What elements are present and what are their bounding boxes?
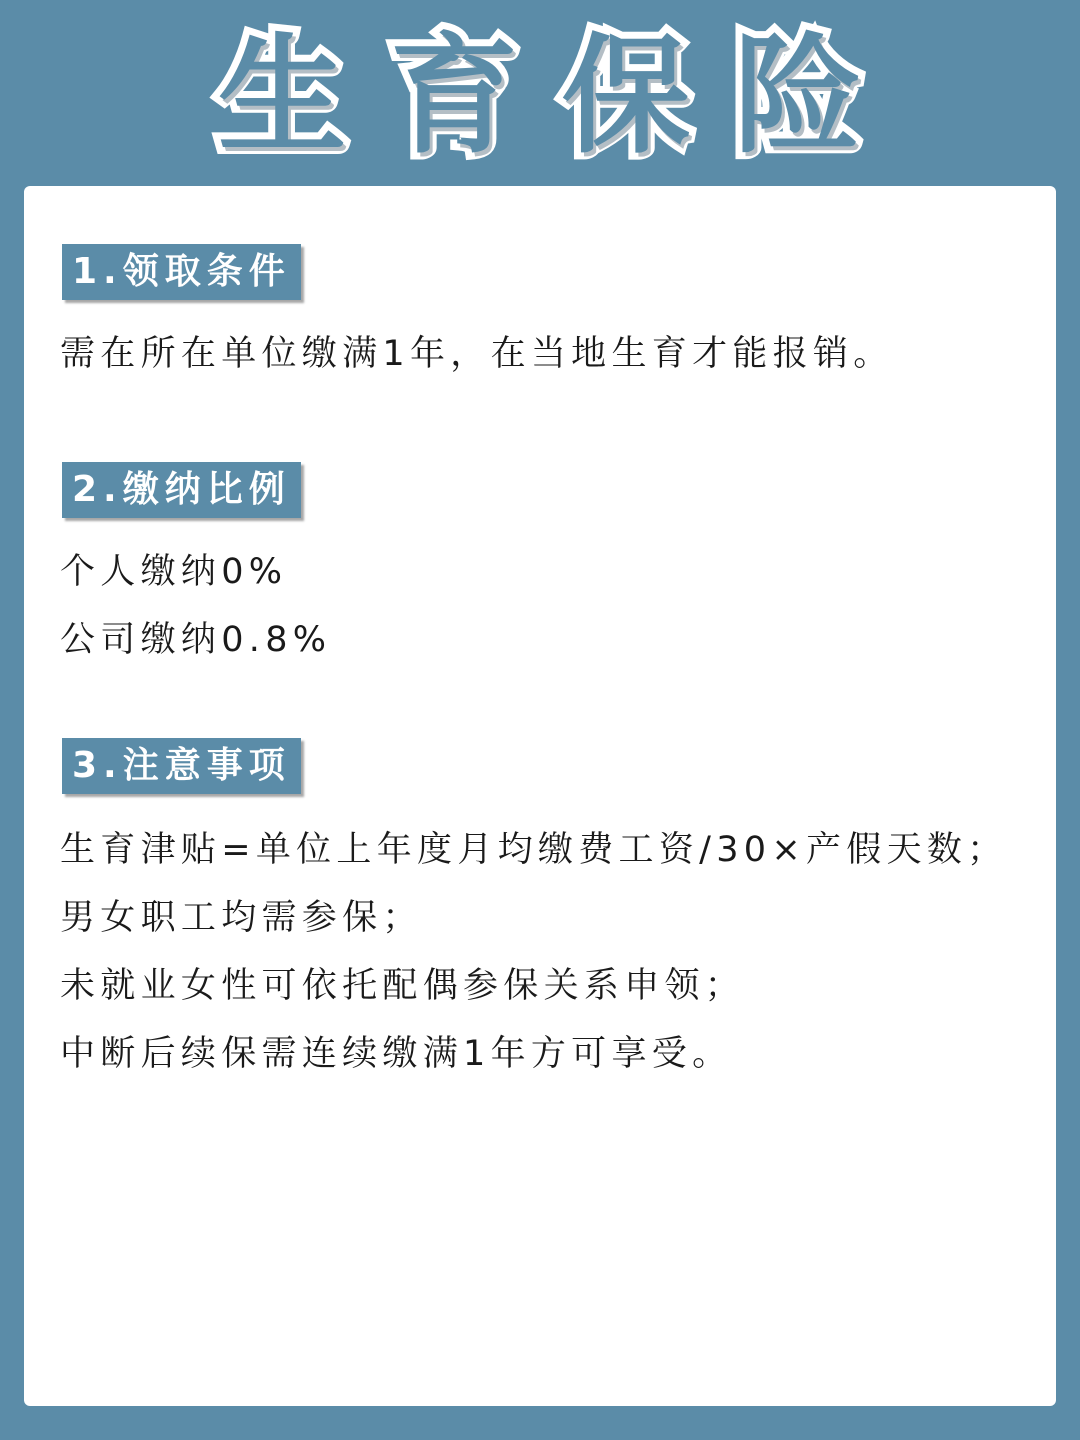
- section-label-conditions: 1.领取条件: [62, 244, 301, 300]
- ratio-line-personal: 个人缴纳0%: [60, 552, 288, 592]
- ratio-line-company: 公司缴纳0.8%: [60, 620, 332, 660]
- section-label-ratio: 2.缴纳比例: [62, 462, 301, 518]
- notes-line-resume: 中断后续保需连续缴满1年方可享受。: [60, 1034, 733, 1074]
- notes-line-both-genders: 男女职工均需参保；: [60, 898, 423, 938]
- page-title: 生育保险: [217, 22, 906, 171]
- conditions-line: 需在所在单位缴满1年，在当地生育才能报销。: [60, 334, 894, 374]
- content-card: [24, 186, 1056, 1406]
- notes-line-unemployed: 未就业女性可依托配偶参保关系申领；: [60, 966, 746, 1006]
- notes-line-allowance: 生育津贴=单位上年度月均缴费工资/30×产假天数；: [60, 830, 1008, 870]
- section-label-notes: 3.注意事项: [62, 738, 301, 794]
